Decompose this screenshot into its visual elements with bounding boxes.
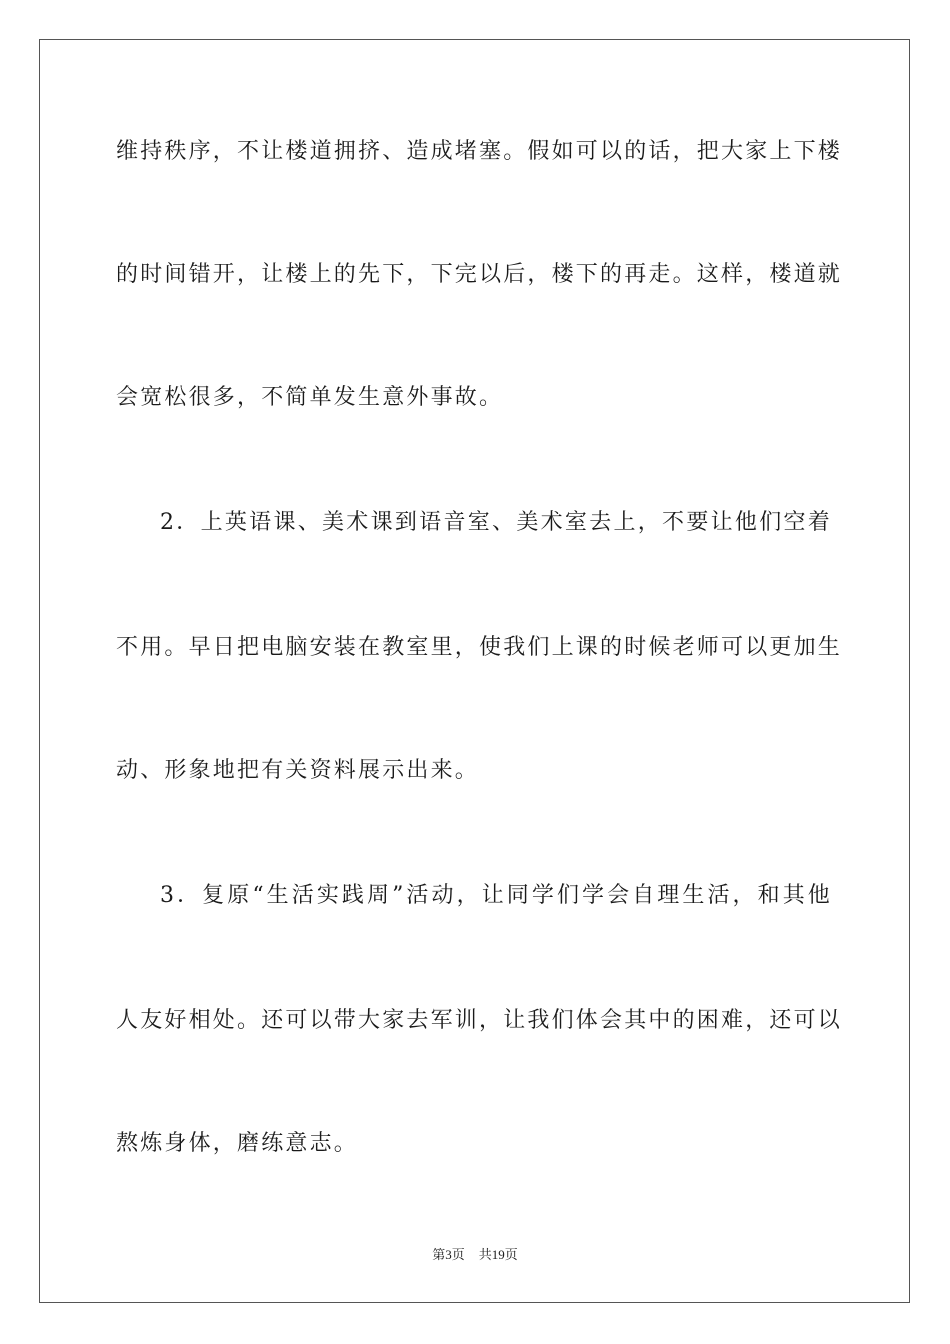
paragraph-line: 会宽松很多，不简单发生意外事故。 [116, 385, 504, 410]
paragraph-line: 熬炼身体，磨练意志。 [116, 1131, 359, 1156]
paragraph-line: 2．上英语课、美术课到语音室、美术室去上，不要让他们空着 [160, 510, 832, 535]
paragraph-line: 不用。早日把电脑安装在教室里，使我们上课的时候老师可以更加生 [116, 635, 843, 660]
paragraph-line: 维持秩序，不让楼道拥挤、造成堵塞。假如可以的话，把大家上下楼 [116, 139, 843, 164]
page-footer [0, 1246, 950, 1264]
paragraph-line: 的时间错开，让楼上的先下，下完以后，楼下的再走。这样，楼道就 [116, 262, 843, 287]
paragraph-line: 3．复原“生活实践周”活动，让同学们学会自理生活，和其他 [160, 883, 832, 908]
page-total: 共19页 [478, 1247, 518, 1262]
paragraph-line: 人友好相处。还可以带大家去军训，让我们体会其中的困难，还可以 [116, 1008, 843, 1033]
page-frame [39, 39, 910, 1303]
page-number: 第3页 [432, 1247, 465, 1262]
paragraph-line: 动、形象地把有关资料展示出来。 [116, 758, 480, 783]
